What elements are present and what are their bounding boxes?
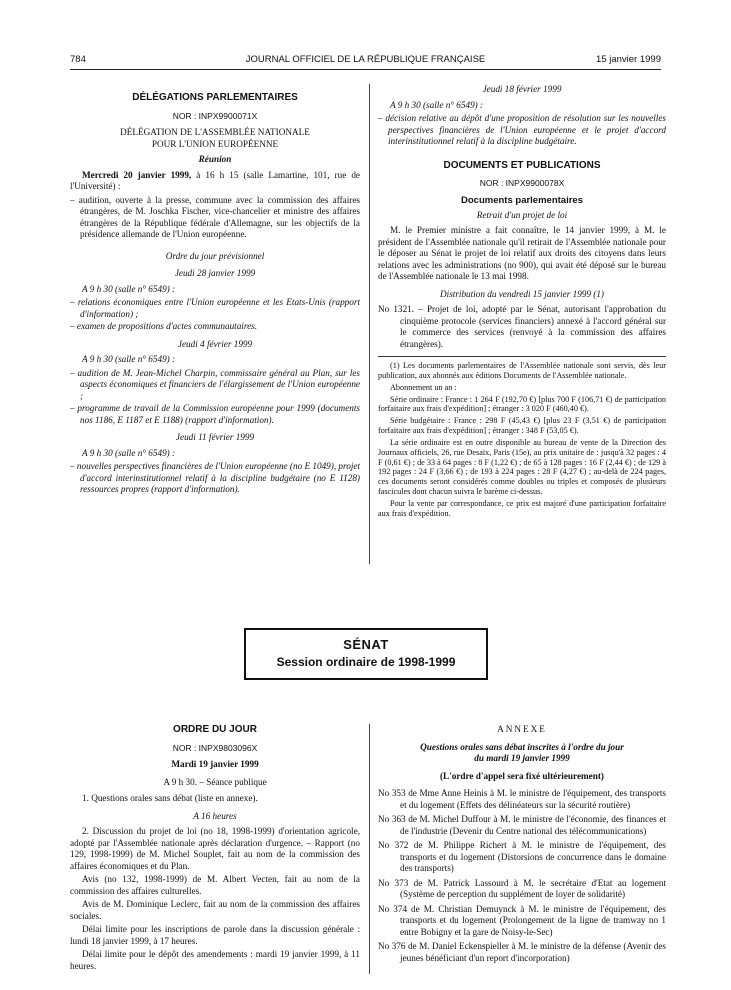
footnote-rule: [378, 356, 666, 357]
retrait-heading: Retrait d'un projet de loi: [476, 209, 568, 220]
ordre-appel-note: (L'ordre d'appel sera fixé ultérieurement): [440, 770, 604, 781]
column-documents: [378, 84, 666, 574]
retrait-paragraph: M. le Premier ministre a fait connaître, le 14 janvier 1999, à M. le président de l'Assemblée nationale qu'il retirait de l'Assemblée nationale pour le déposer au Sénat le projet de loi relatif aux droits des citoyens dans leurs relations avec les administrations (no 900), qui avait été déposé sur le bureau de l'Assemblée nationale le 13 mai 1998.: [378, 225, 666, 281]
agenda-day: Jeudi 28 janvier 1999: [174, 268, 256, 279]
issue-date: 15 janvier 1999: [596, 54, 661, 65]
session-time: A 9 h 30. – Séance publique: [163, 776, 267, 787]
footnote-text: Série budgétaire : France : 298 F (45,43 €) [plus 23 F (3,51 €) de participation forfaitaire aux frais d'expédition] ; étranger : 348 F (53,05 €).: [378, 416, 666, 436]
agenda-time: A 9 h 30 (salle n° 6549) :: [82, 283, 176, 294]
column-ordre-du-jour: [70, 724, 360, 984]
column-delegations: [70, 84, 360, 574]
senat-banner: [244, 628, 488, 680]
question-item: No 374 de M. Christian Demuynck à M. le ministre de l'équipement, des transports et du logement (Prolongement de la ligne de tramway no 1 entre Bobigny et la gare de Noisy-le-Sec): [378, 903, 666, 937]
distribution-heading: Distribution du vendredi 15 janvier 1999 (1): [440, 288, 604, 299]
distribution-item: No 1321. – Projet de loi, adopté par le Sénat, autorisant l'approbation du cinquième protocole (services financiers) annexé à l'accord général sur le commerce des services (renvoyé à la commission des affaires étrangères).: [378, 304, 666, 349]
session-date: Mardi 19 janvier 1999: [171, 759, 259, 770]
questions-title-line2: du mardi 19 janvier 1999: [474, 753, 570, 763]
agenda-point: 2. Discussion du projet de loi (no 18, 1998-1999) d'orientation agricole, adopté par l'Assemblée nationale après déclaration d'urgence. – Rapport (no 129, 1998-1999) de M. Michel Souplet, fait au nom de la commission des affaires économiques et du Plan.: [70, 826, 360, 871]
agenda-item: – nouvelles perspectives financières de l'Union européenne (no E 1049), projet d'accord interinstitutionnel relatif à la discipline budgétaire (no E 1128) ressources propres (rapport d'information).: [70, 461, 360, 495]
header-rule: [70, 69, 661, 70]
documents-subtitle: Documents parlementaires: [461, 194, 583, 206]
footnote-text: (1) Les documents parlementaires de l'Assemblée nationale sont servis, dès leur publication, aux abonnés aux éditions Documents de l'Assemblée nationale.: [378, 361, 666, 380]
agenda-item: – décision relative au dépôt d'une proposition de résolution sur les nouvelles perspectives financières de l'Union européenne et le projet d'accord interinstitutionnel relatif à la discipline budgétaire.: [378, 113, 666, 146]
reunion-heading: Réunion: [198, 154, 232, 165]
avis-paragraph: Avis de M. Dominique Leclerc, fait au nom de la commission des affaires sociales.: [70, 899, 360, 921]
avis-paragraph: Avis (no 132, 1998-1999) de M. Albert Vecten, fait au nom de la commission des affaires culturelles.: [70, 874, 360, 896]
column-annexe: [378, 724, 666, 984]
question-item: No 373 de M. Patrick Lassourd à M. le secrétaire d'Etat au logement (Système de perception du supplément de loyer de solidarité): [378, 877, 666, 899]
ordre-du-jour-title: ORDRE DU JOUR: [173, 724, 257, 735]
footnote-text: La série ordinaire est en outre disponible au bureau de vente de la Direction des Journaux officiels, 26, rue Desaix, Paris (15e), au prix unitaire de : jusqu'à 32 pages : 4 F (0,61 €) ; de 33 à 64 pages : 8 F (1,22 €) ; de 65 à 128 pages : 16 F (2,44 €) ; de 129 à 192 pages : 24 F (3,66 €) ; de 193 à 224 pages : 28 F (4,27 €) ; au-delà de 224 pages, ces documents seront considérés comme doubles ou triples et composés de plusieurs fascicules dont chacun suivra le barème ci-dessus.: [378, 437, 666, 497]
agenda-time: A 9 h 30 (salle n° 6549) :: [82, 354, 176, 365]
reunion-item: – audition, ouverte à la presse, commune avec la commission des affaires étrangères, de M. Joschka Fischer, vice-chancelier et ministre des affaires étrangères de la République fédérale d'Allemagne, sur les objectifs de la présidence allemande de l'Union européenne.: [70, 194, 360, 240]
ordre-du-jour-heading: Ordre du jour prévisionnel: [165, 250, 265, 261]
delegation-name-line2: POUR L'UNION EUROPÉENNE: [151, 138, 279, 149]
footnote-text: Série ordinaire : France : 1 264 F (192,70 €) [plus 700 F (106,71 €) de participation forfaitaire aux frais d'expédition] ; étranger : 3 020 F (460,40 €).: [378, 394, 666, 414]
column-divider-top: [369, 84, 370, 564]
reunion-location: à 16 h 15 (salle Lamartine, 101, rue de l'Université) :: [70, 169, 360, 192]
agenda-day: Jeudi 4 février 1999: [177, 338, 253, 349]
agenda-time: A 9 h 30 (salle n° 6549) :: [390, 99, 484, 110]
journal-title: JOURNAL OFFICIEL DE LA RÉPUBLIQUE FRANÇAISE: [245, 54, 486, 65]
annexe-title: ANNEXE: [497, 724, 547, 734]
agenda-item: – relations économiques entre l'Union européenne et les Etats-Unis (rapport d'information) ;: [70, 297, 360, 319]
section-title: DÉLÉGATIONS PARLEMENTAIRES: [132, 92, 298, 103]
agenda-day: Jeudi 11 février 1999: [175, 432, 255, 443]
page-number: 784: [70, 54, 86, 65]
nor-reference: NOR : INPX9900078X: [479, 178, 565, 188]
reunion-paragraph: [70, 170, 360, 193]
senat-title: SÉNAT: [343, 637, 389, 652]
column-divider-bottom: [369, 724, 370, 974]
question-item: No 372 de M. Philippe Richert à M. le ministre de l'équipement, des transports et du logement (Distorsions de concurrence dans le domaine des transports): [378, 840, 666, 873]
footnote-text: Abonnement un an :: [390, 382, 457, 392]
question-item: No 363 de M. Michel Duffour à M. le ministre de l'économie, des finances et de l'industrie (Devenir du Centre national des télécommunications): [378, 814, 666, 836]
deadline-paragraph: Délai limite pour le dépôt des amendements : mardi 19 janvier 1999, à 11 heures.: [70, 949, 360, 971]
afternoon-heading: A 16 heures: [193, 810, 237, 821]
agenda-item: – audition de M. Jean-Michel Charpin, commissaire général au Plan, sur les aspects économiques et financiers de l'élargissement de l'Union européenne ;: [70, 367, 360, 401]
agenda-item: – examen de propositions d'actes communautaires.: [70, 321, 258, 332]
question-item: No 353 de Mme Anne Heinis à M. le ministre de l'équipement, des transports et du logement (Effets des délinéateurs sur la sécurité routière): [378, 788, 666, 810]
nor-reference: NOR : INPX9803096X: [172, 742, 258, 753]
footnote-text: Pour la vente par correspondance, ce prix est majoré d'une participation forfaitaire aux frais d'expédition.: [378, 498, 666, 518]
nor-reference: NOR : INPX9900071X: [172, 110, 258, 121]
documents-title: DOCUMENTS ET PUBLICATIONS: [443, 159, 601, 171]
reunion-date: Mercredi 20 janvier 1999,: [82, 169, 192, 180]
agenda-item: – programme de travail de la Commission européenne pour 1999 (documents nos 1186, E 1187 et E 1188) (rapport d'information).: [70, 403, 360, 425]
agenda-time: A 9 h 30 (salle n° 6549) :: [82, 447, 176, 458]
agenda-day: Jeudi 18 février 1999: [482, 84, 562, 94]
deadline-paragraph: Délai limite pour les inscriptions de parole dans la discussion générale : lundi 18 janvier 1999, à 17 heures.: [70, 924, 360, 946]
session-title: Session ordinaire de 1998-1999: [276, 655, 456, 670]
question-item: No 376 de M. Daniel Eckenspieller à M. le ministre de la défense (Avenir des jeunes bénéficiant d'un report d'incorporation): [378, 941, 666, 963]
agenda-point: 1. Questions orales sans débat (liste en annexe).: [82, 793, 258, 804]
delegation-name-line1: DÉLÉGATION DE L'ASSEMBLÉE NATIONALE: [120, 127, 310, 138]
questions-title-line1: Questions orales sans débat inscrites à l'ordre du jour: [420, 741, 624, 752]
page-header: [70, 54, 661, 68]
